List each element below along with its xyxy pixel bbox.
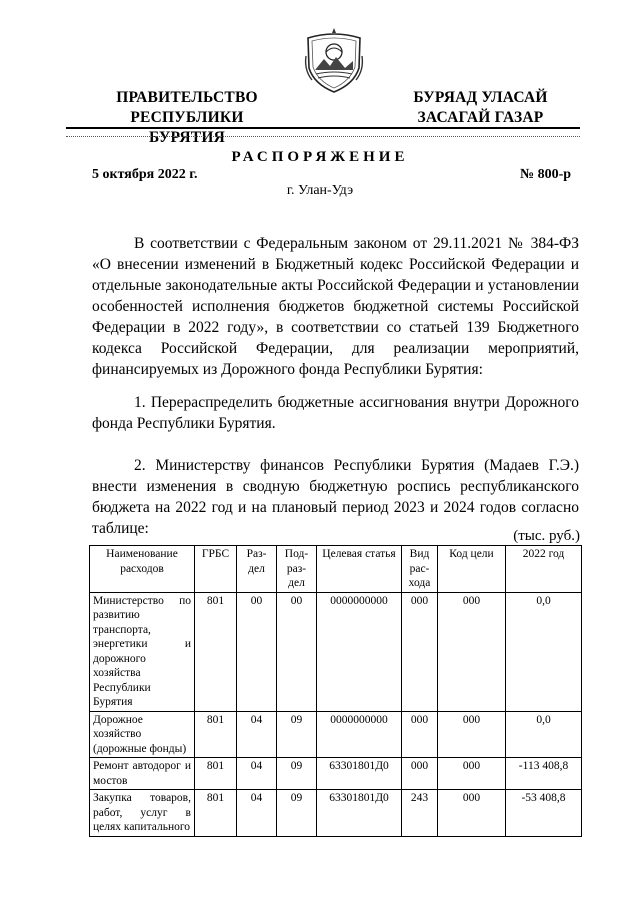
header-right-line1: БУРЯАД УЛАСАЙ <box>413 89 548 106</box>
cell-name: Дорожное хозяйство (дорожные фонды) <box>90 711 195 758</box>
cell-vid: 000 <box>402 592 438 711</box>
document-number: № 800-р <box>520 167 572 182</box>
cell-amount: 0,0 <box>506 592 582 711</box>
cell-kod: 000 <box>438 592 506 711</box>
col-header-name: Наименование расходов <box>90 546 195 593</box>
cell-razdel: 04 <box>237 758 277 790</box>
header-right-line2: ЗАСАГАЙ ГАЗАР <box>417 109 544 126</box>
government-name-buryat <box>408 88 553 128</box>
col-header-grbs: ГРБС <box>195 546 237 593</box>
cell-podrazdel: 09 <box>277 790 317 837</box>
col-header-vid: Вид рас-хода <box>402 546 438 593</box>
table-header-row <box>90 546 582 593</box>
body-paragraph-item1: 1. Перераспределить бюджетные ассигнования внутри Дорожного фонда Республики Бурятия. <box>92 394 579 432</box>
header-left-line1: ПРАВИТЕЛЬСТВО <box>116 89 258 106</box>
cell-razdel: 00 <box>237 592 277 711</box>
table-row <box>90 711 582 758</box>
cell-kod: 000 <box>438 711 506 758</box>
cell-kod: 000 <box>438 790 506 837</box>
cell-podrazdel: 09 <box>277 711 317 758</box>
cell-razdel: 04 <box>237 790 277 837</box>
col-header-article: Целевая статья <box>317 546 402 593</box>
cell-grbs: 801 <box>195 711 237 758</box>
table-row <box>90 790 582 837</box>
col-header-podrazdel: Под-раз-дел <box>277 546 317 593</box>
cell-article: 63301801Д0 <box>317 758 402 790</box>
cell-article: 63301801Д0 <box>317 790 402 837</box>
cell-name: Ремонт автодорог и мостов <box>90 758 195 790</box>
table-row <box>90 758 582 790</box>
cell-article: 0000000000 <box>317 711 402 758</box>
col-header-year: 2022 год <box>506 546 582 593</box>
cell-grbs: 801 <box>195 790 237 837</box>
cell-name: Министерство по развитию транспорта, энергетики и дорожного хозяйства Республики Бурятия <box>90 592 195 711</box>
document-date: 5 октября 2022 г. <box>92 167 198 182</box>
government-name-russian <box>92 88 282 148</box>
cell-vid: 000 <box>402 711 438 758</box>
budget-table <box>89 545 582 837</box>
cell-razdel: 04 <box>237 711 277 758</box>
document-title: РАСПОРЯЖЕНИЕ <box>231 149 409 165</box>
cell-amount: -53 408,8 <box>506 790 582 837</box>
cell-amount: -113 408,8 <box>506 758 582 790</box>
document-city: г. Улан-Удэ <box>286 183 354 198</box>
cell-article: 0000000000 <box>317 592 402 711</box>
col-header-kod: Код цели <box>438 546 506 593</box>
cell-vid: 243 <box>402 790 438 837</box>
body-paragraph-preamble: В соответствии с Федеральным законом от 29.11.2021 № 384-ФЗ «О внесении изменений в Бюджетный кодекс Российской Федерации и отдельные законодательные акты Российской Федерации и установлении особенностей исполнения бюджетов бюджетной системы Российской Федерации в 2022 году», в соответствии со статьей 139 Бюджетного кодекса Российской Федерации, для реализации мероприятий, финансируемых из Дорожного фонда Республики Бурятия: <box>92 235 579 378</box>
header-divider-thick <box>66 127 580 129</box>
cell-grbs: 801 <box>195 758 237 790</box>
body-paragraph-item2: 2. Министерству финансов Республики Бурятия (Мадаев Г.Э.) внести изменения в сводную бюджетную роспись республиканского бюджета на 2022 год и на плановый период 2023 и 2024 годов согласно таблице: <box>92 457 579 537</box>
header-left-line2: РЕСПУБЛИКИ БУРЯТИЯ <box>130 109 244 146</box>
table-row <box>90 592 582 711</box>
cell-name: Закупка товаров, работ, услуг в целях капитального <box>90 790 195 837</box>
cell-kod: 000 <box>438 758 506 790</box>
cell-podrazdel: 09 <box>277 758 317 790</box>
col-header-razdel: Раз-дел <box>237 546 277 593</box>
table-units: (тыс. руб.) <box>513 528 580 544</box>
header-divider-thin <box>66 136 580 137</box>
coat-of-arms-icon <box>302 26 366 94</box>
cell-grbs: 801 <box>195 592 237 711</box>
cell-podrazdel: 00 <box>277 592 317 711</box>
cell-amount: 0,0 <box>506 711 582 758</box>
cell-vid: 000 <box>402 758 438 790</box>
